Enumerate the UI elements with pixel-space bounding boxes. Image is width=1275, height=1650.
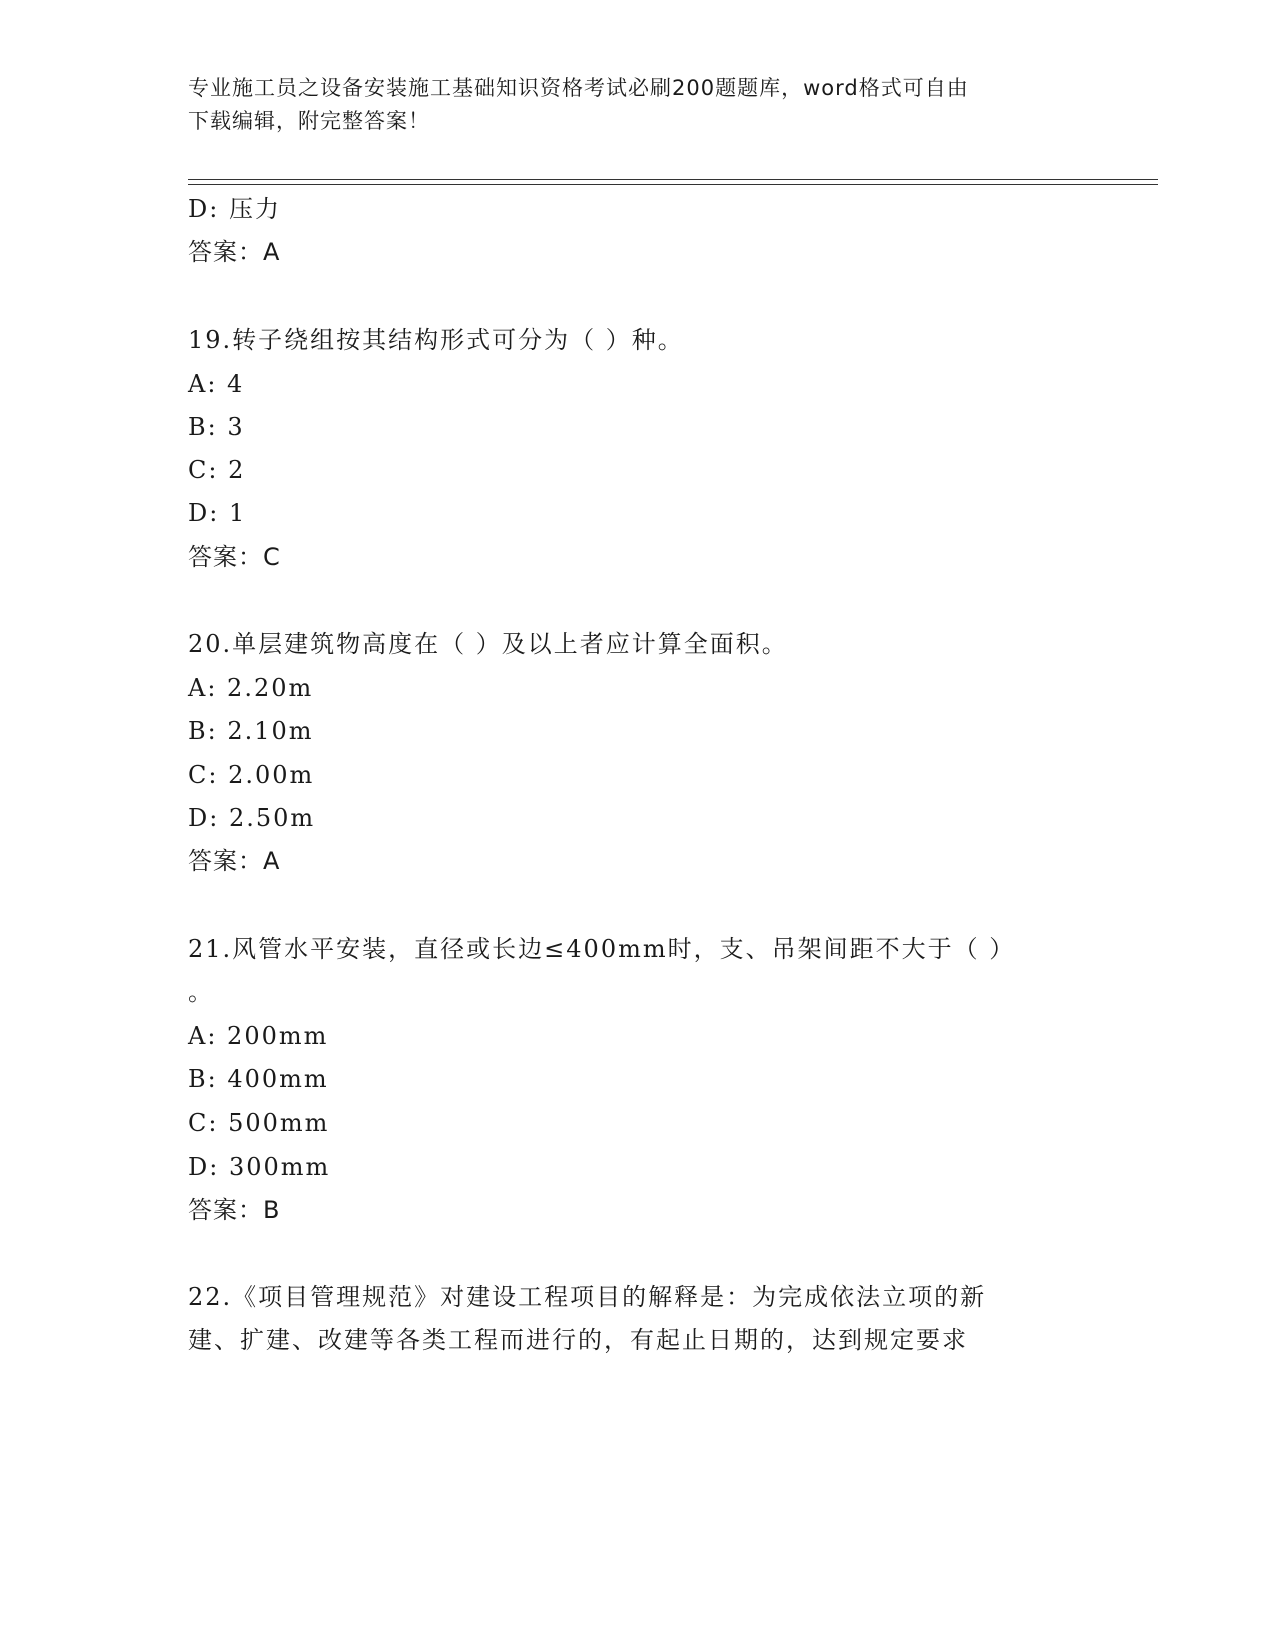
q19-option-a: A: 4 bbox=[188, 370, 245, 398]
q20-option-d: D: 2.50m bbox=[188, 804, 316, 832]
header-divider-top bbox=[188, 179, 1158, 180]
q22-stem-line-1: 22.《项目管理规范》对建设工程项目的解释是：为完成依法立项的新 bbox=[188, 1283, 987, 1311]
q21-stem-line-1: 21.风管水平安装，直径或长边≤400mm时，支、吊架间距不大于（ ） bbox=[188, 935, 1016, 963]
q20-stem: 20.单层建筑物高度在（ ）及以上者应计算全面积。 bbox=[188, 630, 788, 658]
q19-stem: 19.转子绕组按其结构形式可分为（ ）种。 bbox=[188, 326, 684, 354]
q19-option-b: B: 3 bbox=[188, 413, 245, 441]
q22-stem-line-2: 建、扩建、改建等各类工程而进行的，有起止日期的，达到规定要求 bbox=[188, 1326, 968, 1354]
q20-option-a: A: 2.20m bbox=[188, 674, 314, 702]
q18-option-d: D: 压力 bbox=[188, 195, 281, 223]
q19-answer: 答案：C bbox=[188, 543, 281, 571]
q21-stem-line-2: 。 bbox=[188, 978, 214, 1006]
q20-option-c: C: 2.00m bbox=[188, 761, 315, 789]
q21-option-b: B: 400mm bbox=[188, 1065, 329, 1093]
q20-option-b: B: 2.10m bbox=[188, 717, 314, 745]
q19-option-d: D: 1 bbox=[188, 499, 247, 527]
q21-option-d: D: 300mm bbox=[188, 1153, 331, 1181]
q19-option-c: C: 2 bbox=[188, 456, 246, 484]
q20-answer: 答案：A bbox=[188, 847, 281, 875]
header-divider-bottom bbox=[188, 184, 1158, 185]
q21-answer: 答案：B bbox=[188, 1196, 281, 1224]
q18-answer: 答案：A bbox=[188, 238, 281, 266]
header-line-2: 下载编辑，附完整答案！ bbox=[188, 109, 430, 133]
q21-option-c: C: 500mm bbox=[188, 1109, 330, 1137]
q21-option-a: A: 200mm bbox=[188, 1022, 329, 1050]
document-header bbox=[188, 72, 1088, 138]
header-line-1: 专业施工员之设备安装施工基础知识资格考试必刷200题题库，word格式可自由 bbox=[188, 76, 969, 100]
